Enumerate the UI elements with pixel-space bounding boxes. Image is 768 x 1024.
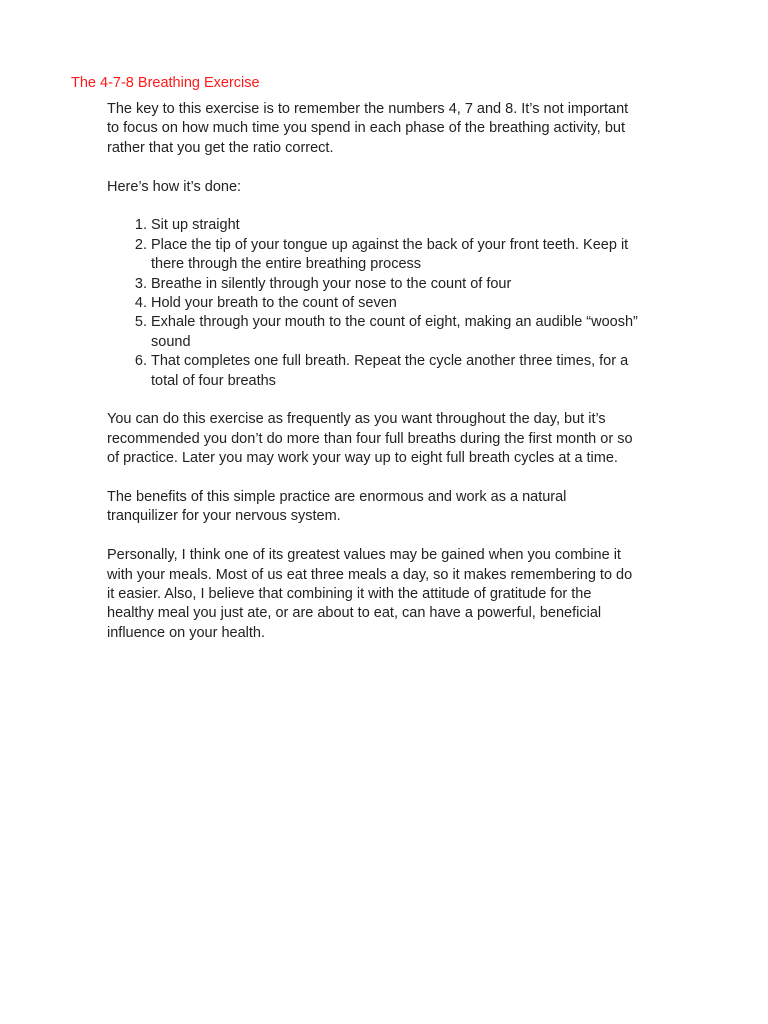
- text-line: 2. Place the tip of your tongue up against the back of your front teeth. Keep it: [151, 236, 629, 253]
- text-line: 6. That completes one full breath. Repeat the cycle another three times, for a: [151, 353, 629, 370]
- frequency-paragraph: [107, 410, 667, 468]
- intro-paragraph: [107, 100, 667, 158]
- list-item: [151, 294, 667, 313]
- text-line: Personally, I think one of its greatest values may be gained when you combine it: [107, 547, 621, 564]
- list-item: [151, 275, 667, 294]
- list-item: [151, 236, 667, 275]
- list-item: [151, 313, 667, 352]
- text-line: 4. Hold your breath to the count of seven: [151, 295, 397, 312]
- benefits-paragraph: [107, 488, 667, 527]
- text-line: of practice. Later you may work your way up to eight full breath cycles at a time.: [107, 450, 618, 467]
- list-item: [151, 216, 667, 235]
- text-line: total of four breaths: [151, 372, 276, 389]
- text-line: You can do this exercise as frequently as you want throughout the day, but it’s: [107, 411, 606, 428]
- text-line: 5. Exhale through your mouth to the count of eight, making an audible “woosh”: [151, 314, 638, 331]
- text-line: The benefits of this simple practice are enormous and work as a natural: [107, 489, 567, 506]
- text-line: influence on your health.: [107, 624, 265, 641]
- text-line: there through the entire breathing process: [151, 256, 422, 273]
- list-item: [151, 352, 667, 391]
- text-line: The key to this exercise is to remember the numbers 4, 7 and 8. It’s not important: [107, 101, 629, 117]
- text-line: to focus on how much time you spend in each phase of the breathing activity, but: [107, 120, 626, 137]
- text-line: with your meals. Most of us eat three meals a day, so it makes remembering to do: [107, 566, 633, 583]
- text-line: healthy meal you just ate, or are about to eat, can have a powerful, beneficial: [107, 605, 602, 622]
- text-line: sound: [151, 333, 191, 350]
- personal-paragraph: [107, 546, 667, 643]
- text-line: recommended you don’t do more than four full breaths during the first month or so: [107, 430, 633, 447]
- how-intro-paragraph: [107, 178, 667, 197]
- text-line: 1. Sit up straight: [151, 217, 240, 234]
- text-line: tranquilizer for your nervous system.: [107, 508, 341, 525]
- text-line: 3. Breathe in silently through your nose to the count of four: [151, 275, 512, 292]
- steps-list: [107, 216, 667, 391]
- text-line: rather that you get the ratio correct.: [107, 139, 334, 156]
- document-body: [107, 100, 667, 663]
- page-title: The 4-7-8 Breathing Exercise: [71, 75, 260, 91]
- text-line: it easier. Also, I believe that combining it with the attitude of gratitude for the: [107, 586, 592, 603]
- text-line: Here’s how it’s done:: [107, 178, 242, 195]
